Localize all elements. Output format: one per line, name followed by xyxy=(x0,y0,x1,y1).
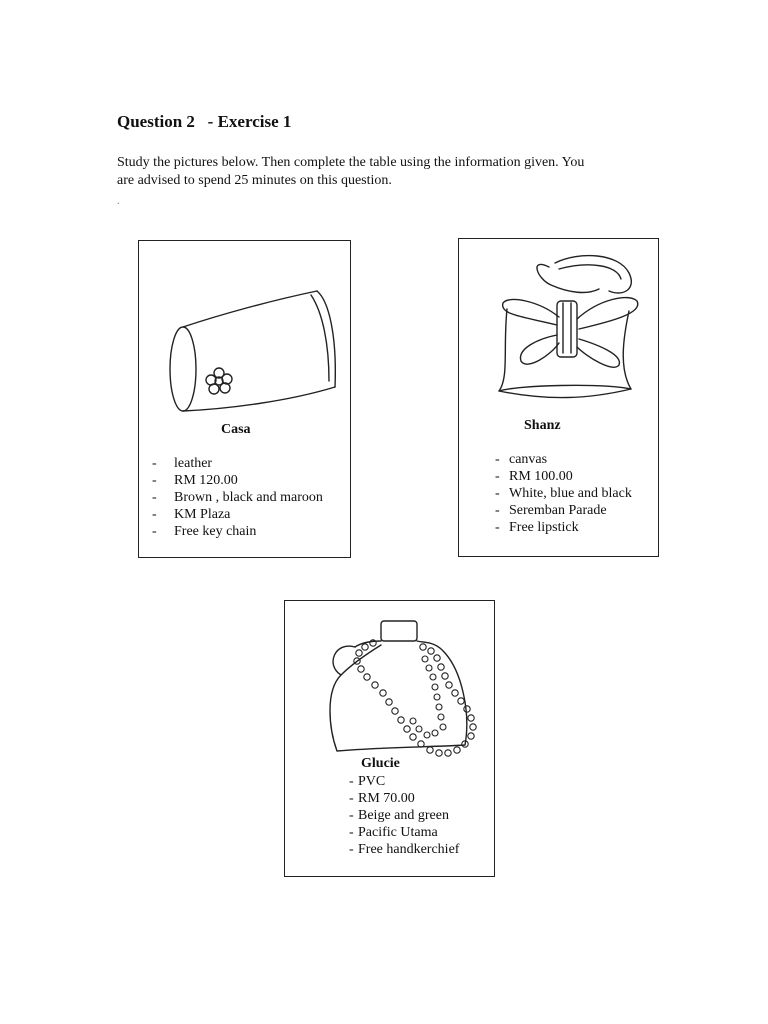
list-item: - Beige and green xyxy=(349,808,449,823)
list-item: - RM 100.00 xyxy=(495,469,573,484)
list-item: - Seremban Parade xyxy=(495,503,607,518)
shanz-name: Shanz xyxy=(524,418,561,433)
list-item: - White, blue and black xyxy=(495,486,632,501)
instructions-line-2: are advised to spend 25 minutes on this question. xyxy=(117,173,392,188)
list-item: - Free lipstick xyxy=(495,520,579,535)
list-item: - canvas xyxy=(495,452,548,467)
list-item: - Pacific Utama xyxy=(349,825,438,840)
instructions xyxy=(117,154,657,190)
glucie-name: Glucie xyxy=(361,756,400,771)
list-item: - Brown , black and maroon xyxy=(152,490,323,505)
glucie-card xyxy=(284,600,495,877)
handbag-with-beads-icon xyxy=(285,601,493,781)
casa-card xyxy=(138,240,351,558)
casa-name: Casa xyxy=(221,422,251,437)
list-item: - PVC xyxy=(349,774,386,789)
list-item: - Free key chain xyxy=(152,524,257,539)
list-item: - RM 120.00 xyxy=(152,473,238,488)
question-heading: Question 2 - Exercise 1 xyxy=(117,112,292,131)
list-item: - RM 70.00 xyxy=(349,791,415,806)
instructions-line-1: Study the pictures below. Then complete the table using the information given. You xyxy=(117,155,585,170)
stray-mark: . xyxy=(117,196,120,207)
shanz-card xyxy=(458,238,659,557)
list-item: - leather xyxy=(152,456,213,471)
shanz-details xyxy=(495,451,632,536)
glucie-details xyxy=(349,773,459,858)
list-item: - Free handkerchief xyxy=(349,842,460,857)
list-item: - KM Plaza xyxy=(152,507,231,522)
tote-bag-with-bow-icon xyxy=(459,239,657,419)
clutch-bag-with-flower-icon xyxy=(139,241,349,441)
casa-details xyxy=(152,455,323,540)
